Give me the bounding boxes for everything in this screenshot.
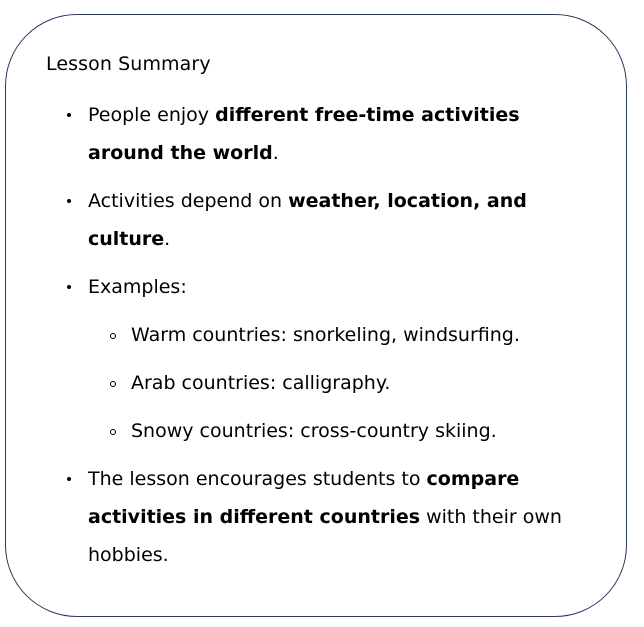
bullet-point	[88, 182, 598, 258]
point-text: Activities depend on	[88, 190, 289, 212]
point-emphasis: compare activities in different countries	[88, 468, 520, 528]
summary-list	[88, 96, 598, 584]
point-text: People enjoy	[88, 104, 216, 126]
point-text: .	[272, 142, 279, 164]
examples-list	[88, 316, 598, 450]
example-item: Warm countries: snorkeling, windsurfing.	[131, 316, 598, 354]
card-title: Lesson Summary	[46, 53, 211, 75]
bullet-point	[88, 96, 598, 172]
point-emphasis: different free-time activities around the world	[88, 104, 520, 164]
bullet-point	[88, 460, 598, 574]
example-item: Snowy countries: cross-country skiing.	[131, 412, 598, 450]
point-text: .	[164, 228, 171, 250]
lesson-summary-card	[5, 14, 627, 617]
example-item: Arab countries: calligraphy.	[131, 364, 598, 402]
point-emphasis: weather, location, and culture	[88, 190, 527, 250]
point-text: with their own hobbies.	[88, 506, 562, 566]
examples-label: Examples:	[88, 276, 187, 298]
point-text: The lesson encourages students to	[88, 468, 427, 490]
bullet-point	[88, 268, 598, 450]
